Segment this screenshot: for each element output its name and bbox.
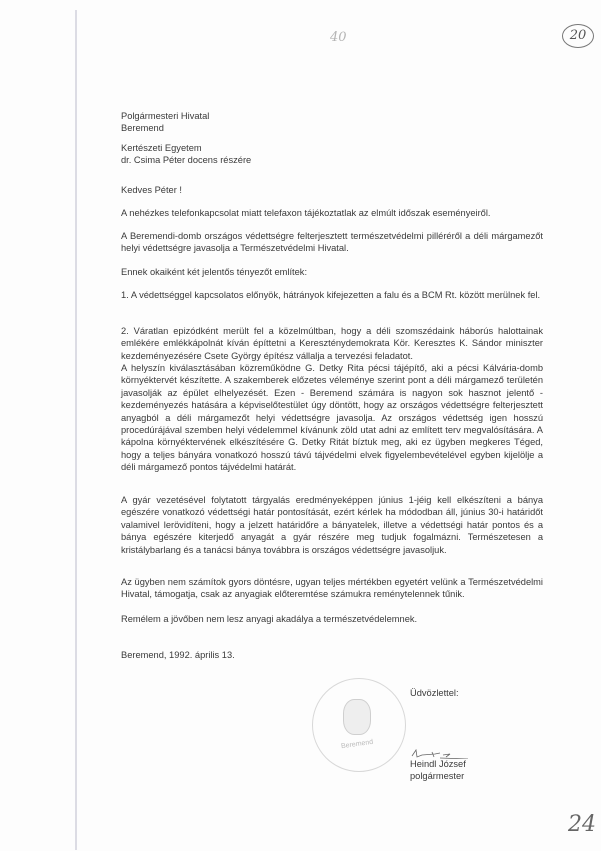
paragraph-5: A gyár vezetésével folytatott tárgyalás eredményeképpen június 1-jéig kell elkészíteni a bánya egészére vonatkozó védettségi határ pontosítását, ezért kérlek ha módodban áll, június 30-i határidőt valamivel lerövidíteni, hogy a jelzett határidőre a bányatelek, illetve a védettségi határ pontos és a bánya egészére kiterjedő anyagát a gyár részére meg tudjuk fogalmázni. Természetesen a kristálybarlang és a tanácsi bánya továbbra is országos védettségre javasoljuk. [121,495,543,555]
page-edge-line [75,10,77,850]
stamp-text: Beremend [340,738,374,751]
place-date: Beremend, 1992. április 13. [121,650,235,660]
paragraph-2: A Beremendi-domb országos védettségre felterjesztett természetvédelmi pilléréről a déli márgamezőt helyi védettségre javasolja a Természetvédelmi Hivatal. [121,231,543,254]
handwritten-number-bottom: 24 [568,812,596,837]
sender-line: Beremend [121,123,164,134]
paragraph-point-1: 1. A védettséggel kapcsolatos előnyök, hátrányok kifejezetten a falu és a BCM Rt. között merülnek fel. [121,290,541,300]
paragraph-3: Ennek okaiként két jelentős tényezőt említek: [121,267,308,277]
closing: Üdvözlettel: [410,688,459,698]
paragraph-6: Az ügyben nem számítok gyors döntésre, ugyan teljes mértékben egyetért velünk a Természetvédelmi Hivatal, támogatja, csak az anyagiak előteremtése számukra reménytelennek tűnik. [121,577,543,600]
recipient-line: Kertészeti Egyetem [121,143,202,153]
paragraph-7: Remélem a jövőben nem lesz anyagi akadálya a természetvédelemnek. [121,614,418,624]
stamp-emblem [343,699,371,735]
official-stamp [312,678,406,772]
sender-line: Polgármesteri Hivatal [121,111,210,121]
signer-name: Heindl József [410,759,466,769]
recipient-line: dr. Csima Péter docens részére [121,155,252,166]
paragraph-4: A helyszín kiválasztásában közreműködne G. Detky Rita pécsi tájépítő, aki a pécsi Kálvária-domb környéktervét készítette. A szakemberek előzetes véleménye szerint pont a déli márgamező területén javasolják az épület elhelyezését. Ezen - Beremend számára is nagyon sok hasznot jelentő - kezdeményezés hatására a képviselőtestület úgy döntött, hogy az országos védettségre felterjesztett anyagból a déli márgamezőt helyi védettségre javasolja. Az országos védettség igen hosszú procedúrájával szemben helyi védelemmel kívánunk zöld utat adni az említett terv megvalósítására. A kápolna környéktervének elkészítésére G. Detky Ritát bíztuk meg, aki ez ügyben megkeres Téged, hogy a teljes bányára vonatkozó hosszú távú tájvédelmi elvek figyelembevételével egyben kijelölje a déli márgamező pontos tájvédelmi határát. [121,363,543,473]
salutation: Kedves Péter ! [121,185,182,195]
signer-title: polgármester [410,771,465,781]
paragraph-1: A nehézkes telefonkapcsolat miatt telefaxon tájékoztatlak az elmúlt időszak eseményeiről. [121,208,491,218]
handwritten-number-top: 40 [330,30,347,45]
recipient-block [121,142,543,167]
circled-page-number: 20 [562,24,594,48]
paragraph-point-2: 2. Váratlan epizódként merült fel a közelmúltban, hogy a déli szomszédaink háborús halottainak emlékére emlékkápolnát kíván építtetni a Kereszténydemokrata Kör. Keresztes K. Sándor miniszter kezdeményezésére Csete György építész vállalja a tervezési feladatot. [121,326,543,361]
sender-block [121,110,543,135]
